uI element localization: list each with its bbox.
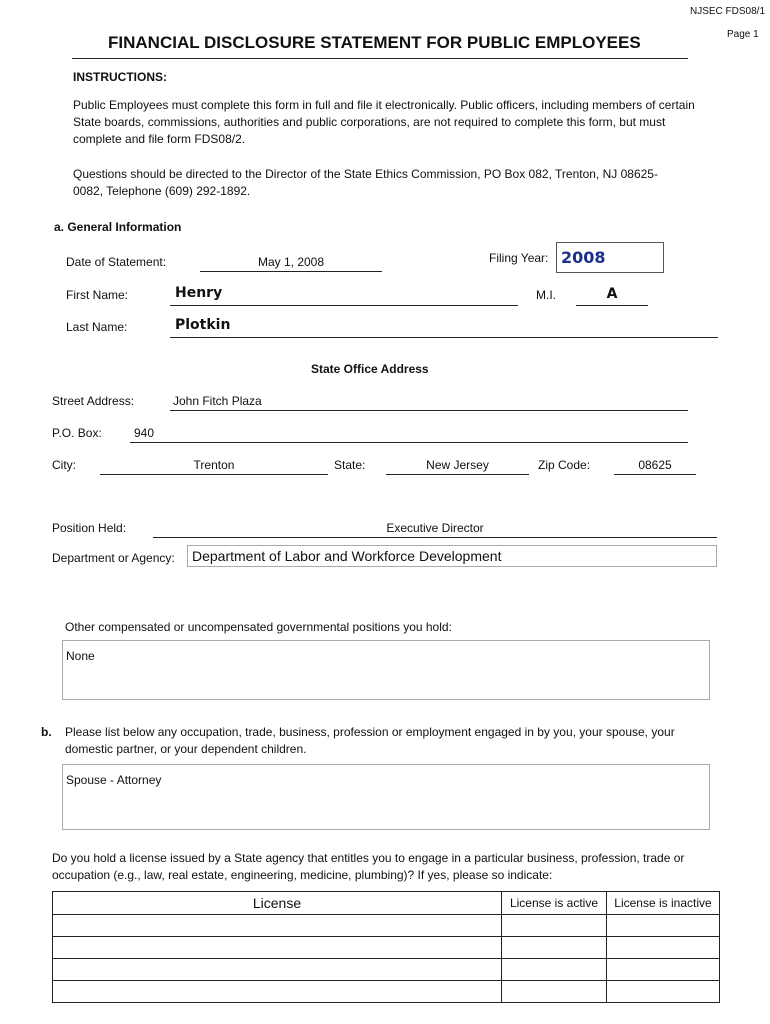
department-field[interactable] [187, 545, 717, 567]
last-name-underline [170, 337, 718, 338]
active-cell[interactable] [502, 915, 607, 937]
department-value: Department of Labor and Workforce Development [192, 548, 502, 564]
last-name-field[interactable]: Plotkin [175, 317, 231, 333]
first-name-underline [170, 305, 518, 306]
position-label: Position Held: [52, 521, 127, 535]
page-number: Page 1 [727, 29, 759, 40]
license-cell[interactable] [53, 981, 502, 1003]
mi-underline [576, 305, 648, 306]
active-cell[interactable] [502, 959, 607, 981]
license-cell[interactable] [53, 915, 502, 937]
active-cell[interactable] [502, 981, 607, 1003]
inactive-cell[interactable] [607, 981, 720, 1003]
city-label: City: [52, 458, 76, 472]
license-column-header: License [53, 892, 502, 915]
other-positions-field[interactable] [62, 640, 710, 700]
position-field[interactable]: Executive Director [386, 521, 484, 535]
po-box-field[interactable]: 940 [134, 426, 155, 440]
street-underline [170, 410, 688, 411]
department-label: Department or Agency: [52, 551, 175, 565]
license-table [52, 891, 720, 1003]
inactive-cell[interactable] [607, 959, 720, 981]
street-label: Street Address: [52, 394, 135, 408]
zip-label: Zip Code: [538, 458, 591, 472]
contact-paragraph: Questions should be directed to the Director of the State Ethics Commission, PO Box 082, Trenton, NJ 08625-0082, Telephone (609) 292-1892. [73, 167, 658, 198]
filing-year-value: 2008 [561, 248, 606, 267]
filing-year-field[interactable] [556, 242, 664, 273]
position-underline [153, 537, 717, 538]
general-info-heading: a. General Information [54, 220, 182, 234]
state-field[interactable]: New Jersey [426, 458, 489, 472]
filing-year-label: Filing Year: [489, 251, 549, 265]
table-row [53, 981, 720, 1003]
city-underline [100, 474, 328, 475]
other-positions-value: None [66, 649, 95, 663]
first-name-label: First Name: [66, 288, 129, 302]
city-field[interactable]: Trenton [193, 458, 235, 472]
active-column-header: License is active [502, 892, 607, 915]
license-cell[interactable] [53, 937, 502, 959]
date-label: Date of Statement: [66, 255, 167, 269]
table-row [53, 915, 720, 937]
first-name-field[interactable]: Henry [175, 285, 223, 301]
page-title: FINANCIAL DISCLOSURE STATEMENT FOR PUBLIC EMPLOYEES [108, 33, 641, 52]
mi-field[interactable]: A [606, 286, 618, 302]
license-table-header [53, 892, 720, 915]
date-underline [200, 271, 382, 272]
section-b-question: Please list below any occupation, trade, business, profession or employment engaged in by you, your spouse, your domestic partner, or your dependent children. [65, 725, 675, 756]
title-underline [72, 58, 688, 59]
form-code: NJSEC FDS08/1 [690, 6, 766, 17]
instructions-paragraph: Public Employees must complete this form in full and file it electronically. Public officers, including members of certain State boards, commissions, authorities and public corporations, are not required to complete this form, but must complete and file form FDS08/2. [73, 98, 695, 146]
table-row [53, 937, 720, 959]
inactive-cell[interactable] [607, 937, 720, 959]
table-row [53, 959, 720, 981]
inactive-column-header: License is inactive [607, 892, 720, 915]
instructions-heading: INSTRUCTIONS: [73, 70, 167, 84]
occupation-value: Spouse - Attorney [66, 773, 162, 787]
section-b-letter: b. [41, 725, 52, 739]
state-underline [386, 474, 529, 475]
last-name-label: Last Name: [66, 320, 128, 334]
street-field[interactable]: John Fitch Plaza [173, 394, 262, 408]
mi-label: M.I. [536, 288, 556, 302]
license-question: Do you hold a license issued by a State agency that entitles you to engage in a particular business, profession, trade or occupation (e.g., law, real estate, engineering, medicine, plumbing)? If yes, please so indicate: [52, 851, 685, 882]
zip-underline [614, 474, 696, 475]
po-box-underline [130, 442, 688, 443]
address-heading: State Office Address [311, 362, 429, 376]
occupation-field[interactable] [62, 764, 710, 830]
license-cell[interactable] [53, 959, 502, 981]
po-box-label: P.O. Box: [52, 426, 102, 440]
date-field[interactable]: May 1, 2008 [257, 255, 325, 269]
active-cell[interactable] [502, 937, 607, 959]
inactive-cell[interactable] [607, 915, 720, 937]
other-positions-label: Other compensated or uncompensated governmental positions you hold: [65, 620, 452, 634]
zip-field[interactable]: 08625 [638, 458, 672, 472]
state-label: State: [334, 458, 366, 472]
